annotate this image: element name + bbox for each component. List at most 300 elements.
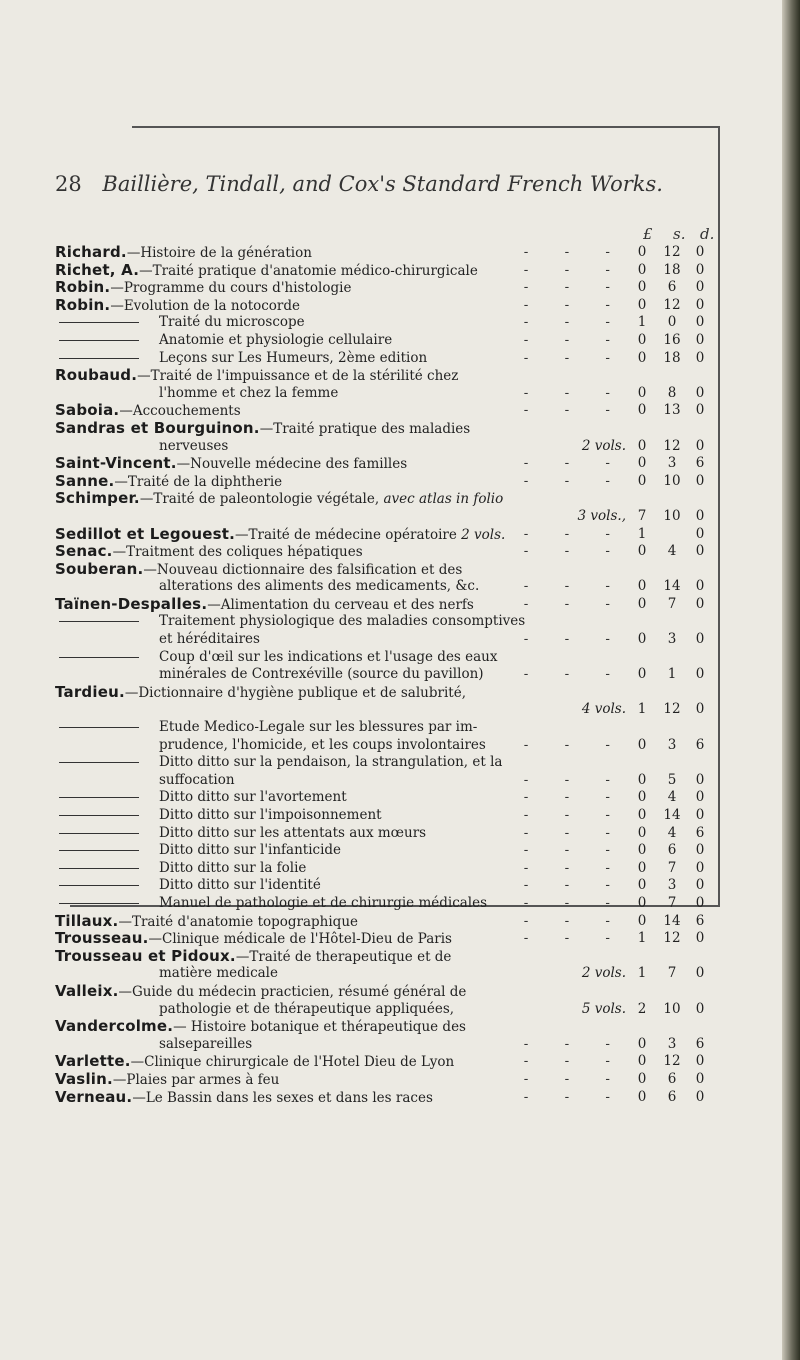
author-name: Sedillot et Legouest.: [55, 524, 236, 543]
price-pounds: 0: [637, 824, 647, 841]
author-name: Robin.: [55, 295, 111, 314]
title-text: Ditto ditto sur l'avortement: [159, 789, 347, 806]
author-name: Trousseau et Pidoux.: [55, 946, 236, 965]
entry-line: [55, 1036, 720, 1054]
entry-line: [55, 1053, 720, 1071]
title-continued: nerveuses: [159, 437, 229, 454]
catalogue-entry: [55, 684, 720, 719]
entry-text: [55, 561, 462, 580]
title-continued: salsepareilles: [159, 1035, 253, 1052]
entry-text: [55, 807, 382, 825]
price: [632, 666, 720, 684]
price-pounds: 0: [637, 437, 647, 454]
author-name: Richard.: [55, 243, 127, 261]
price-shillings: 16: [663, 331, 681, 348]
title-continued: l'homme et chez la femme: [159, 384, 339, 401]
price-shillings: 0: [667, 314, 677, 331]
price-shillings: 3: [667, 1035, 677, 1052]
author-name: Taïnen-Despalles.: [55, 594, 208, 613]
price-pounds: 0: [637, 402, 647, 419]
entry-line: [55, 1018, 720, 1036]
price: [632, 913, 720, 931]
entry-line: [55, 631, 720, 649]
price: [632, 314, 720, 332]
leader-dashes: - - -: [523, 1070, 626, 1087]
price-pounds: 0: [637, 894, 647, 911]
price-pence: 0: [695, 701, 705, 718]
title-continued: suffocation: [159, 771, 235, 788]
catalogue-entry: [55, 244, 720, 262]
catalogue-entries: [55, 244, 720, 1106]
price-pence: 0: [695, 578, 705, 595]
leader-dashes: - - -: [523, 349, 626, 366]
price: [632, 1001, 720, 1019]
price-pounds: 0: [637, 543, 647, 560]
price-shillings: 14: [663, 807, 681, 823]
leader-dashes: - - -: [523, 912, 626, 929]
price: [632, 807, 720, 825]
price: [632, 631, 720, 649]
entry-line: [55, 297, 720, 315]
entry-text-continued: [159, 631, 260, 649]
entry-line: [55, 473, 720, 491]
entry-line: [55, 860, 720, 878]
title-text: —Clinique chirurgicale de l'Hotel Dieu de Lyon: [130, 1054, 455, 1071]
title-text: Ditto ditto sur l'infanticide: [159, 842, 342, 859]
price-pence: 0: [695, 402, 705, 419]
entry-text: [55, 526, 505, 545]
entry-text: [55, 613, 525, 631]
entry-line: [55, 244, 720, 262]
page-number: 28: [55, 172, 82, 196]
entry-text-continued: [159, 1036, 252, 1054]
entry-text: [55, 596, 474, 615]
entry-line: [55, 983, 720, 1001]
volume-note: 5 vols.: [581, 1000, 626, 1017]
price-shillings: 6: [667, 1088, 677, 1105]
entry-line: [55, 455, 720, 473]
price-shillings: 5: [667, 771, 677, 788]
leader-dashes: - - -: [523, 877, 626, 894]
price: [632, 508, 720, 526]
price-pounds: 0: [637, 472, 647, 489]
pence-column-header: d.: [700, 225, 715, 243]
leader-dashes: - - -: [523, 543, 626, 560]
entry-line: [55, 930, 720, 948]
price: [632, 737, 720, 755]
leader-dashes: - - -: [523, 1053, 626, 1070]
price-shillings: 10: [663, 507, 681, 524]
price-shillings: 3: [667, 455, 677, 472]
price-pounds: 1: [637, 930, 647, 947]
catalogue-entry: [55, 807, 720, 825]
entry-text: [55, 825, 426, 843]
leader-dashes: - - -: [523, 824, 626, 841]
title-text: Traité du microscope: [159, 314, 305, 331]
catalogue-entry: [55, 526, 720, 544]
leader-dashes: - - -: [523, 859, 626, 876]
entry-line: [55, 754, 720, 772]
price-pounds: 0: [637, 261, 647, 278]
price-shillings: 7: [667, 595, 677, 612]
author-name: Trousseau.: [55, 929, 149, 948]
entry-line: [55, 543, 720, 561]
entry-line: [55, 508, 720, 526]
price-pounds: 0: [637, 455, 647, 472]
entry-line: [55, 666, 720, 684]
price: [632, 895, 720, 913]
catalogue-entry: [55, 490, 720, 525]
entry-text: [55, 332, 392, 350]
catalogue-entry: [55, 613, 720, 648]
catalogue-entry: [55, 332, 720, 350]
catalogue-entry: [55, 1018, 720, 1053]
price: [632, 860, 720, 878]
entry-line: [55, 807, 720, 825]
entry-text: [55, 1018, 466, 1037]
catalogue-entry: [55, 314, 720, 332]
catalogue-entry: [55, 543, 720, 561]
volume-note: 2 vols.: [581, 437, 626, 454]
title-text: Anatomie et physiologie cellulaire: [159, 331, 393, 348]
price: [632, 526, 720, 544]
price: [632, 438, 720, 456]
entry-line: [55, 684, 720, 702]
leader-dashes: - - -: [523, 930, 626, 947]
leader-dashes: - - -: [523, 595, 626, 612]
price-shillings: 3: [667, 877, 677, 894]
entry-line: [55, 649, 720, 667]
title-continued: pathologie et de thérapeutique appliquées,: [159, 1000, 455, 1017]
entry-line: [55, 561, 720, 579]
leader-dashes: - - -: [523, 894, 626, 911]
price-pence: 0: [695, 595, 705, 612]
ditto-dash: [59, 797, 139, 798]
author-name: Saboia.: [55, 401, 120, 420]
ditto-dash: [59, 727, 139, 728]
price-pence: 6: [695, 824, 705, 841]
price-pounds: 0: [637, 1053, 647, 1070]
price: [632, 1053, 720, 1071]
ditto-dash: [59, 657, 139, 658]
ditto-dash: [59, 885, 139, 886]
price-pence: 0: [695, 1000, 705, 1017]
ditto-dash: [59, 833, 139, 834]
price-pounds: 2: [637, 1000, 647, 1017]
price-pounds: 0: [637, 1070, 647, 1087]
shillings-column-header: s.: [673, 225, 686, 243]
catalogue-entry: [55, 719, 720, 754]
title-text: —Traitment des coliques hépatiques: [112, 544, 363, 561]
page-header: [55, 172, 663, 196]
price: [632, 701, 720, 719]
catalogue-entry: [55, 948, 720, 983]
author-name: Senac.: [55, 542, 113, 561]
leader-dashes: - - -: [523, 314, 626, 331]
title-text: —Alimentation du cerveau et des nerfs: [207, 596, 474, 613]
price: [632, 578, 720, 596]
volume-note: 4 vols.: [581, 701, 626, 718]
ditto-dash: [59, 815, 139, 816]
price-pounds: 1: [637, 314, 647, 331]
title-text: —Clinique médicale de l'Hôtel-Dieu de Paris: [148, 931, 452, 948]
price: [632, 789, 720, 807]
entry-text: [55, 719, 477, 737]
price-shillings: 3: [667, 736, 677, 753]
price-pence: 0: [695, 789, 705, 806]
entry-text: [55, 314, 305, 332]
title-text: —Programme du cours d'histologie: [110, 280, 352, 297]
entry-text: [55, 350, 427, 368]
entry-line: [55, 613, 720, 631]
catalogue-entry: [55, 930, 720, 948]
price-pence: 0: [695, 859, 705, 876]
entry-line: [55, 895, 720, 913]
price: [632, 1036, 720, 1054]
entry-line: [55, 332, 720, 350]
price-pence: 0: [695, 279, 705, 296]
entry-text: [55, 754, 502, 772]
price: [632, 332, 720, 350]
catalogue-entry: [55, 895, 720, 913]
entry-line: [55, 490, 720, 508]
price-shillings: 13: [663, 402, 681, 419]
author-name: Vandercolme.: [55, 1017, 174, 1036]
author-name: Saint-Vincent.: [55, 454, 177, 473]
entry-line: [55, 578, 720, 596]
price-pounds: 0: [637, 384, 647, 401]
leader-dashes: - - -: [523, 578, 626, 595]
price-pence: 0: [695, 437, 705, 454]
title-text: —Histoire de la génération: [126, 245, 312, 261]
price-pence: 0: [695, 807, 705, 823]
pounds-column-header: £: [643, 225, 653, 243]
price-pence: 0: [695, 261, 705, 278]
entry-line: [55, 1089, 720, 1107]
title-text: —Nouveau dictionnaire des falsification et des: [143, 561, 463, 578]
catalogue-entry: [55, 754, 720, 789]
catalogue-entry: [55, 1089, 720, 1107]
price-shillings: 6: [667, 842, 677, 859]
title-text: —Traité pratique d'anatomie médico-chirurgicale: [139, 262, 478, 279]
title-text: —Accouchements: [119, 403, 241, 420]
author-name: Tardieu.: [55, 682, 125, 701]
entry-line: [55, 842, 720, 860]
catalogue-entry: [55, 877, 720, 895]
entry-text-continued: [159, 385, 338, 403]
price-pence: 0: [695, 349, 705, 366]
ditto-dash: [59, 322, 139, 323]
price-shillings: 14: [663, 912, 681, 929]
price-pounds: 0: [637, 877, 647, 894]
price-pounds: 0: [637, 578, 647, 595]
title-text: —Traité de médecine opératoire: [235, 526, 457, 543]
price-shillings: 7: [667, 894, 677, 911]
price-pence: 6: [695, 736, 705, 753]
entry-line: [55, 877, 720, 895]
price: [632, 262, 720, 280]
entry-line: [55, 701, 720, 719]
author-name: Richet, A.: [55, 260, 140, 279]
author-name: Sanne.: [55, 471, 115, 490]
price: [632, 1089, 720, 1107]
catalogue-entry: [55, 367, 720, 402]
price-pence: 0: [695, 507, 705, 524]
entry-line: [55, 279, 720, 297]
price-pounds: 0: [637, 789, 647, 806]
price-shillings: 3: [667, 631, 677, 648]
entry-line: [55, 526, 720, 544]
author-name: Robin.: [55, 278, 111, 297]
leader-dashes: - - -: [523, 279, 626, 296]
author-name: Tillaux.: [55, 911, 119, 930]
price: [632, 825, 720, 843]
leader-dashes: - - -: [523, 525, 626, 542]
entry-text: [55, 297, 300, 316]
leader-dashes: - - -: [523, 261, 626, 278]
volume-note: avec atlas in folio: [383, 491, 504, 508]
price-pence: 6: [695, 912, 705, 929]
title-continued: prudence, l'homicide, et les coups involontaires: [159, 736, 486, 753]
leader-dashes: - - -: [523, 244, 626, 260]
entry-line: [55, 737, 720, 755]
price: [632, 297, 720, 315]
entry-line: [55, 438, 720, 456]
price-shillings: 6: [667, 279, 677, 296]
catalogue-entry: [55, 789, 720, 807]
catalogue-entry: [55, 420, 720, 455]
title-text: —Dictionnaire d'hygiène publique et de salubrité,: [124, 684, 466, 701]
price-shillings: 12: [663, 296, 681, 313]
price-pounds: 0: [637, 912, 647, 929]
price-pence: 0: [695, 877, 705, 894]
entry-line: [55, 719, 720, 737]
entry-line: [55, 385, 720, 403]
catalogue-entry: [55, 825, 720, 843]
author-name: Schimper.: [55, 489, 140, 508]
price-pence: 0: [695, 894, 705, 911]
catalogue-entry: [55, 596, 720, 614]
price-shillings: 12: [663, 701, 681, 718]
title-text: Ditto ditto sur l'impoisonnement: [159, 807, 382, 823]
book-spine-edge: [782, 0, 800, 1360]
price: [632, 385, 720, 403]
entry-text: [55, 367, 458, 386]
entry-line: [55, 825, 720, 843]
entry-text: [55, 895, 487, 913]
price-shillings: 4: [667, 543, 677, 560]
price-pence: 0: [695, 965, 705, 982]
price: [632, 930, 720, 948]
entry-text: [55, 420, 470, 439]
price-pounds: 0: [637, 331, 647, 348]
ditto-dash: [59, 621, 139, 622]
title-text: Traitement physiologique des maladies consomptives: [159, 613, 526, 630]
price-shillings: 4: [667, 824, 677, 841]
entry-text: [55, 1089, 433, 1108]
title-text: —Nouvelle médecine des familles: [176, 456, 408, 473]
title-continued: minérales de Contrexéville (source du pavillon): [159, 666, 484, 683]
leader-dashes: - - -: [523, 384, 626, 401]
price: [632, 244, 720, 262]
entry-line: [55, 789, 720, 807]
entry-line: [55, 596, 720, 614]
price-pounds: 0: [637, 666, 647, 683]
price-pounds: 0: [637, 736, 647, 753]
author-name: Souberan.: [55, 559, 144, 578]
price-shillings: 12: [663, 437, 681, 454]
entry-text: [55, 877, 321, 895]
title-text: —Traité de therapeutique et de: [235, 948, 452, 965]
price-pounds: 0: [637, 1035, 647, 1052]
leader-dashes: - - -: [523, 402, 626, 419]
price-shillings: 4: [667, 789, 677, 806]
price-pence: 0: [695, 631, 705, 648]
catalogue-entry: [55, 402, 720, 420]
price-pence: 0: [695, 1070, 705, 1087]
title-text: Coup d'œil sur les indications et l'usage des eaux: [159, 648, 498, 665]
entry-text-continued: [159, 1001, 454, 1019]
ditto-dash: [59, 358, 139, 359]
entry-line: [55, 913, 720, 931]
title-text: Ditto ditto sur l'identité: [159, 877, 321, 894]
top-rule: [132, 126, 720, 128]
price-pounds: 7: [637, 507, 647, 524]
price-pounds: 0: [637, 296, 647, 313]
title-text: —Traité de l'impuissance et de la stérilité chez: [137, 368, 459, 385]
leader-dashes: - - -: [523, 807, 626, 823]
entry-text: [55, 1053, 454, 1072]
entry-line: [55, 948, 720, 966]
price-pounds: 0: [637, 349, 647, 366]
leader-dashes: - - -: [523, 631, 626, 648]
title-text: —Evolution de la notocorde: [110, 297, 301, 314]
entry-text: [55, 860, 306, 878]
entry-text: [55, 842, 341, 860]
leader-dashes: - - -: [523, 1088, 626, 1105]
catalogue-entry: [55, 842, 720, 860]
ditto-dash: [59, 868, 139, 869]
price: [632, 473, 720, 491]
entry-line: [55, 402, 720, 420]
leader-dashes: - - -: [523, 472, 626, 489]
price-shillings: 12: [663, 244, 681, 260]
author-name: Roubaud.: [55, 366, 138, 385]
entry-line: [55, 367, 720, 385]
catalogue-entry: [55, 913, 720, 931]
title-text: Manuel de pathologie et de chirurgie médicales: [159, 894, 488, 911]
ditto-dash: [59, 340, 139, 341]
volume-note: 2 vols.: [461, 526, 506, 543]
price-shillings: 14: [663, 578, 681, 595]
price: [632, 877, 720, 895]
price-shillings: 7: [667, 965, 677, 982]
catalogue-entry: [55, 350, 720, 368]
volume-note: 2 vols.: [581, 965, 626, 982]
volume-note: 3 vols.,: [577, 507, 626, 524]
entry-line: [55, 350, 720, 368]
price: [632, 772, 720, 790]
price-pence: 0: [695, 314, 705, 331]
entry-text-continued: [159, 772, 235, 790]
price-pounds: 0: [637, 771, 647, 788]
price-pence: 0: [695, 331, 705, 348]
leader-dashes: - - -: [523, 736, 626, 753]
leader-dashes: - - -: [523, 455, 626, 472]
price-pence: 0: [695, 771, 705, 788]
entry-text: [55, 490, 503, 509]
price-pounds: 1: [637, 525, 647, 542]
